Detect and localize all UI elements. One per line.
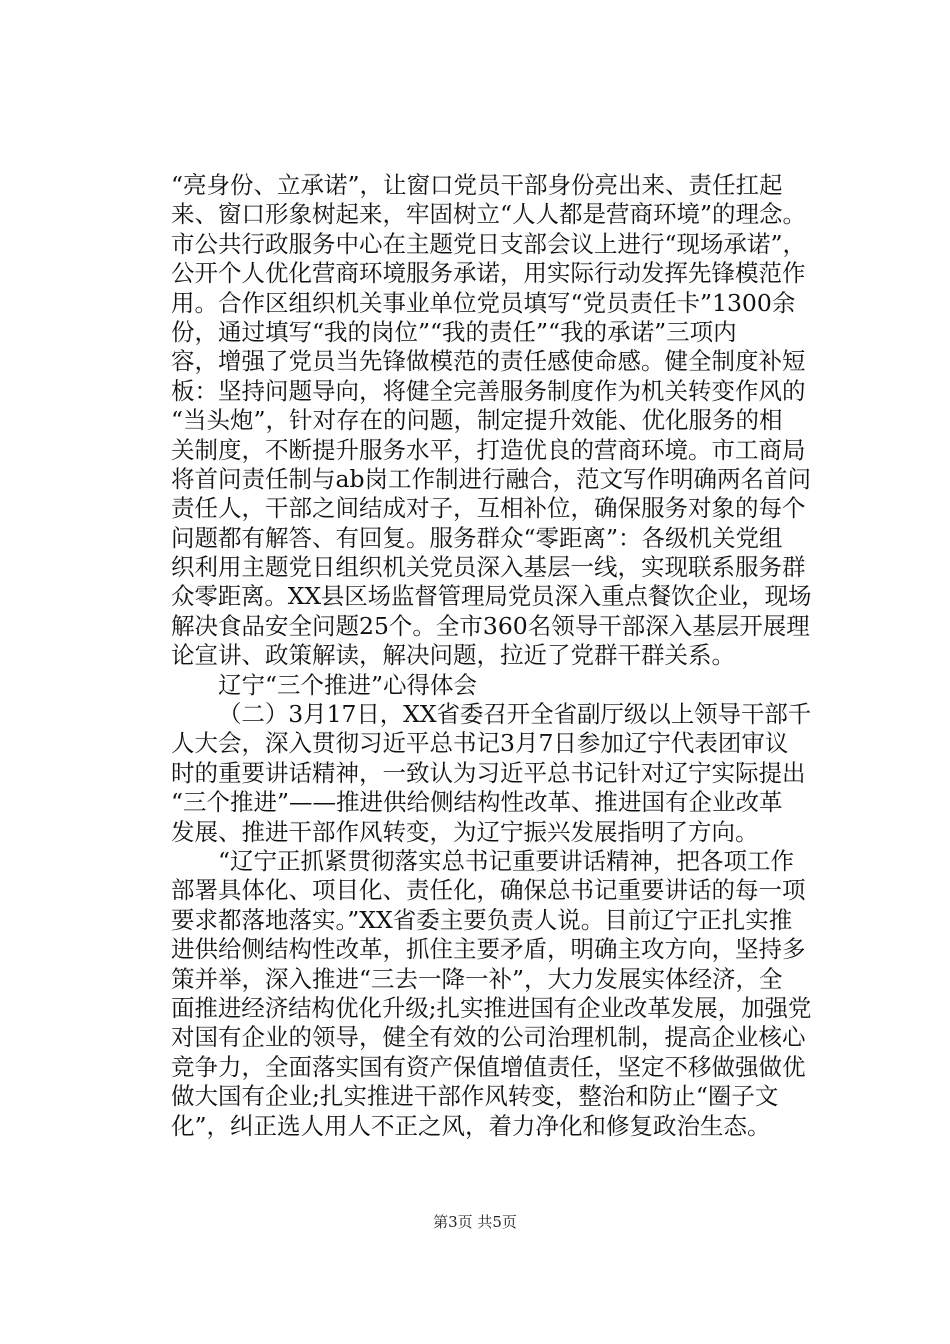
text-line: 进供给侧结构性改革，抓住主要矛盾，明确主攻方向，坚持多 (171, 935, 806, 964)
page-footer: 第3页 共5页 (433, 1213, 517, 1231)
text-line: 时的重要讲话精神，一致认为习近平总书记针对辽宁实际提出 (171, 758, 806, 787)
text-line: 公开个人优化营商环境服务承诺，用实际行动发挥先锋模范作 (171, 259, 806, 288)
text-line: 要求都落地落实。”XX省委主要负责人说。目前辽宁正扎实推 (171, 905, 793, 934)
text-line: 织利用主题党日组织机关党员深入基层一线，实现联系服务群 (171, 553, 806, 582)
text-line: 用。合作区组织机关事业单位党员填写“党员责任卡”1300余 (171, 288, 796, 317)
document-body (171, 171, 811, 1141)
text-line: 板：坚持问题导向，将健全完善服务制度作为机关转变作风的 (171, 376, 806, 405)
text-line: 做大国有企业;扎实推进干部作风转变，整治和防止“圈子文 (171, 1082, 779, 1111)
text-line: 众零距离。XX县区场监督管理局党员深入重点餐饮企业，现场 (171, 582, 812, 611)
text-line: 面推进经济结构优化升级;扎实推进国有企业改革发展，加强党 (171, 993, 812, 1022)
text-line: “当头炮”，针对存在的问题，制定提升效能、优化服务的相 (171, 406, 783, 435)
text-line: 部署具体化、项目化、责任化，确保总书记重要讲话的每一项 (171, 876, 806, 905)
text-line: 将首问责任制与ab岗工作制进行融合，范文写作明确两名首问 (171, 464, 812, 493)
text-line: 容，增强了党员当先锋做模范的责任感使命感。健全制度补短 (171, 347, 806, 376)
text-line: 解决食品安全问题25个。全市360名领导干部深入基层开展理 (171, 611, 810, 640)
text-line: 人大会，深入贯彻习近平总书记3月7日参加辽宁代表团审议 (171, 729, 789, 758)
text-line: 论宣讲、政策解读，解决问题，拉近了党群干群关系。 (171, 641, 735, 670)
text-line: （二）3月17日，XX省委召开全省副厅级以上领导干部千 (218, 700, 812, 729)
text-line: 责任人，干部之间结成对子，互相补位，确保服务对象的每个 (171, 494, 806, 523)
text-line: “三个推进”——推进供给侧结构性改革、推进国有企业改革 (171, 788, 783, 817)
text-line: 发展、推进干部作风转变，为辽宁振兴发展指明了方向。 (171, 817, 759, 846)
text-line: 对国有企业的领导，健全有效的公司治理机制，提高企业核心 (171, 1023, 806, 1052)
text-line: 来、窗口形象树起来，牢固树立“人人都是营商环境”的理念。 (171, 200, 807, 229)
text-line: 关制度，不断提升服务水平，打造优良的营商环境。市工商局 (171, 435, 806, 464)
text-line: 市公共行政服务中心在主题党日支部会议上进行“现场承诺”， (171, 229, 807, 258)
text-line: “辽宁正抓紧贯彻落实总书记重要讲话精神，把各项工作 (218, 846, 795, 875)
text-line: 问题都有解答、有回复。服务群众“零距离”：各级机关党组 (171, 523, 783, 552)
text-line: “亮身份、立承诺”，让窗口党员干部身份亮出来、责任扛起 (171, 171, 783, 199)
text-line: 份，通过填写“我的岗位”“我的责任”“我的承诺”三项内 (171, 317, 737, 346)
text-line: 策并举，深入推进“三去一降一补”，大力发展实体经济，全 (171, 964, 783, 993)
text-line: 竞争力，全面落实国有资产保值增值责任，坚定不移做强做优 (171, 1052, 806, 1081)
text-line: 化”，纠正选人用人不正之风，着力净化和修复政治生态。 (171, 1111, 771, 1140)
text-line: 辽宁“三个推进”心得体会 (218, 670, 478, 699)
